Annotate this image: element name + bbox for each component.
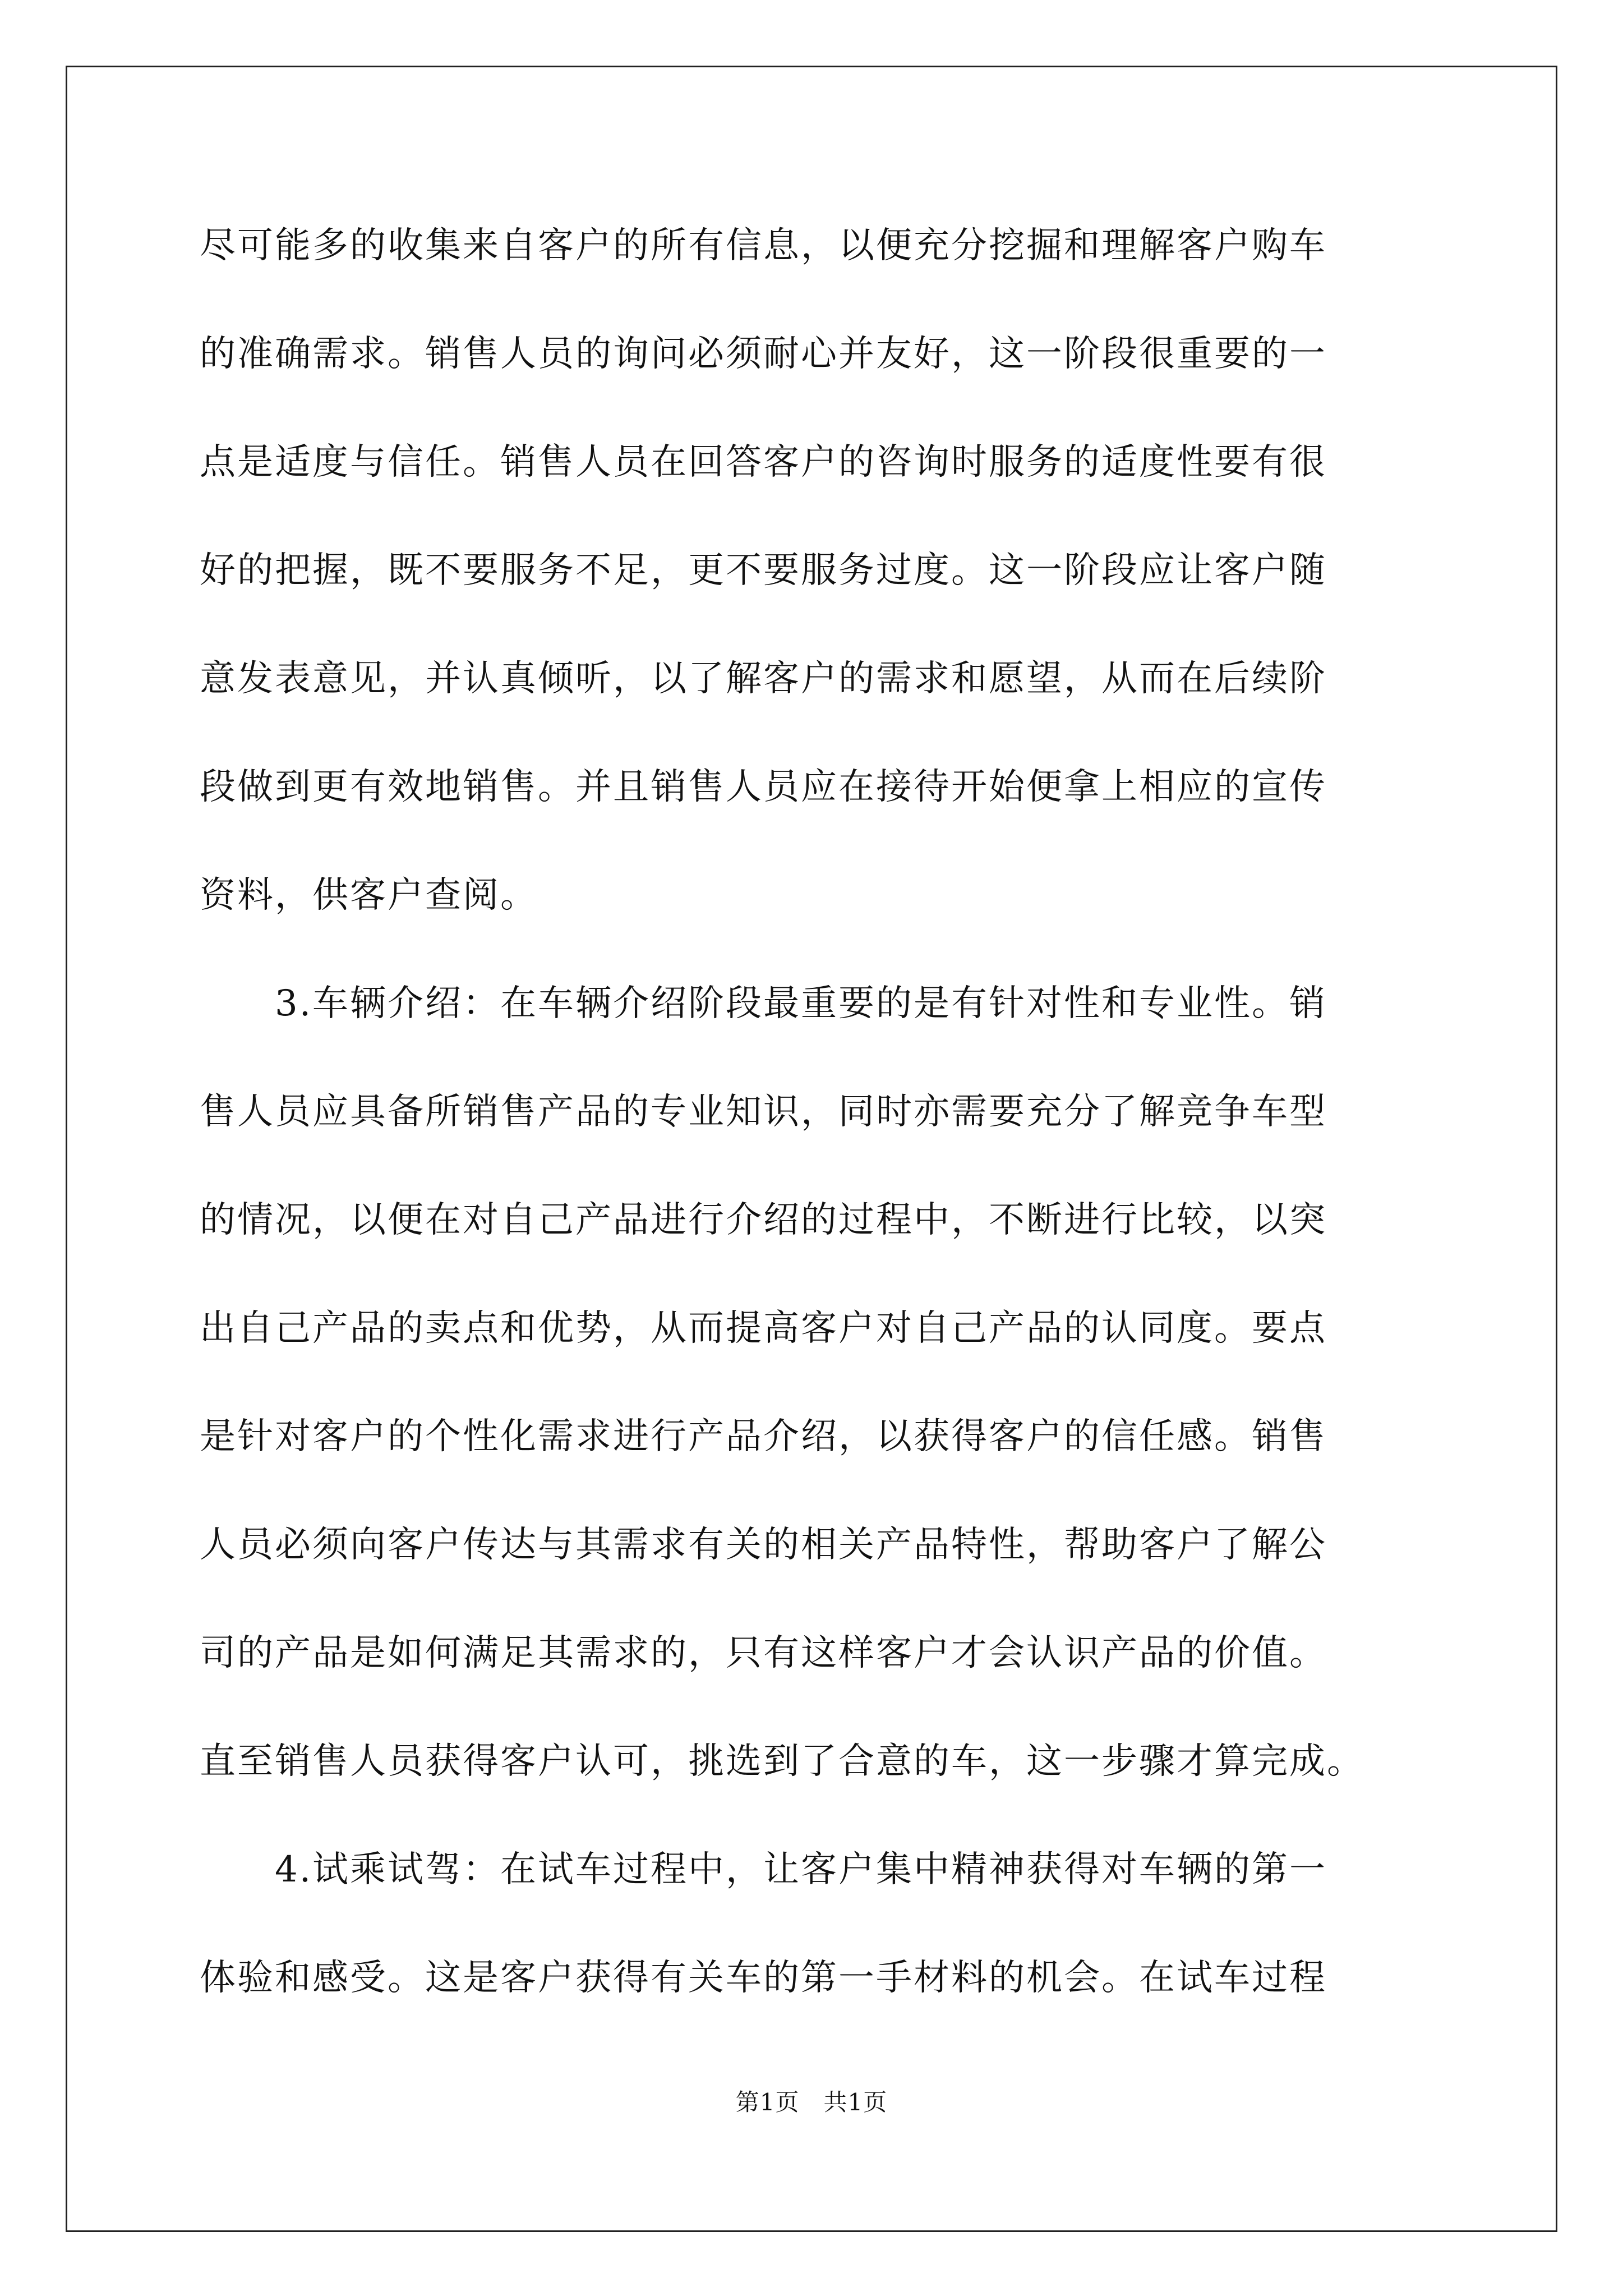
text-line: 售人员应具备所销售产品的专业知识，同时亦需要充分了解竞争车型 (200, 1091, 1327, 1133)
text-line: 尽可能多的收集来自客户的所有信息，以便充分挖掘和理解客户购车 (200, 225, 1327, 266)
page-number-footer: 第1页 共1页 (735, 2088, 888, 2116)
text-line: 的情况，以便在对自己产品进行介绍的过程中，不断进行比较，以突 (200, 1199, 1327, 1241)
text-line: 4.试乘试驾：在试车过程中，让客户集中精神获得对车辆的第一 (200, 1849, 1327, 1890)
text-line: 的准确需求。销售人员的询问必须耐心并友好，这一阶段很重要的一 (200, 333, 1327, 375)
text-line: 段做到更有效地销售。并且销售人员应在接待开始便拿上相应的宣传 (200, 766, 1327, 808)
text-line: 点是适度与信任。销售人员在回答客户的咨询时服务的适度性要有很 (200, 441, 1327, 483)
text-line: 意发表意见，并认真倾听，以了解客户的需求和愿望，从而在后续阶 (200, 658, 1327, 700)
text-line: 直至销售人员获得客户认可，挑选到了合意的车，这一步骤才算完成。 (200, 1741, 1364, 1782)
text-line: 3.车辆介绍：在车辆介绍阶段最重要的是有针对性和专业性。销 (200, 983, 1327, 1024)
text-line: 是针对客户的个性化需求进行产品介绍，以获得客户的信任感。销售 (200, 1416, 1327, 1457)
text-line: 体验和感受。这是客户获得有关车的第一手材料的机会。在试车过程 (200, 1957, 1327, 1999)
text-line: 出自己产品的卖点和优势，从而提高客户对自己产品的认同度。要点 (200, 1308, 1327, 1349)
text-line: 司的产品是如何满足其需求的，只有这样客户才会认识产品的价值。 (200, 1632, 1327, 1674)
document-body (200, 192, 1433, 2032)
text-line: 人员必须向客户传达与其需求有关的相关产品特性，帮助客户了解公 (200, 1524, 1327, 1566)
text-line: 好的把握，既不要服务不足，更不要服务过度。这一阶段应让客户随 (200, 550, 1327, 591)
text-line: 资料，供客户查阅。 (200, 875, 538, 916)
